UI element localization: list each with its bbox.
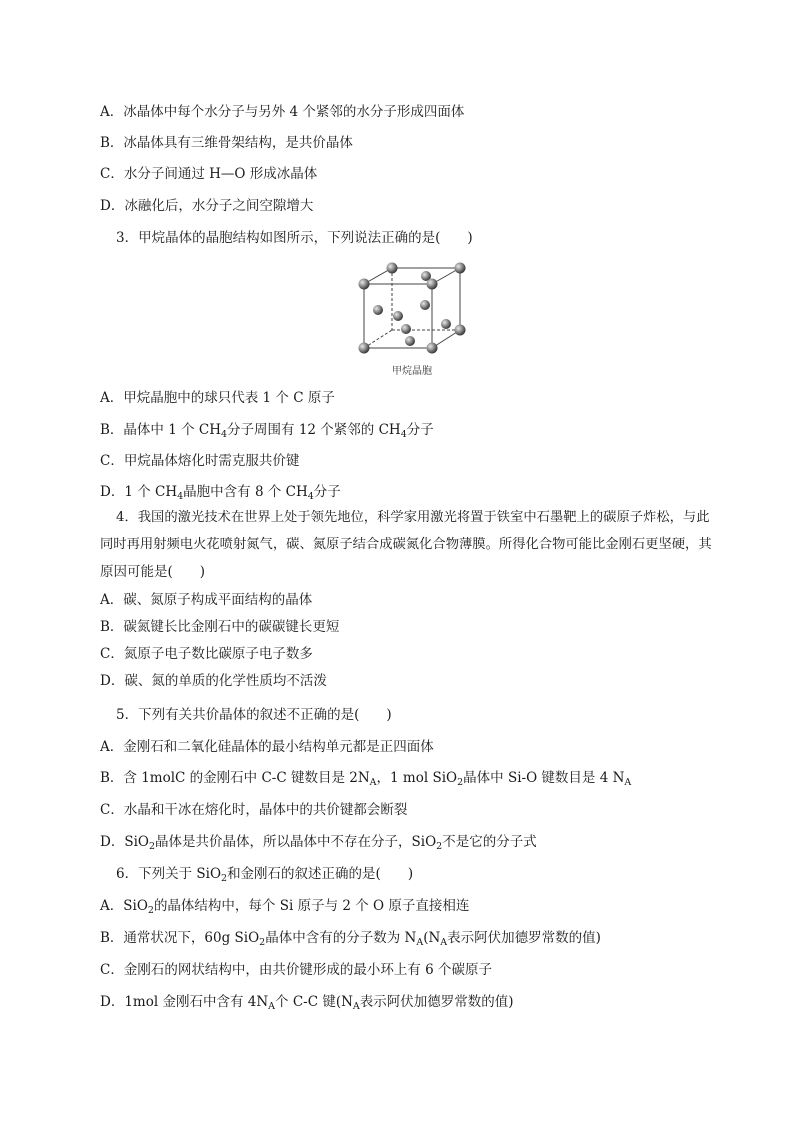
subscript: 2 [457,777,464,788]
face-center-ball [405,336,415,346]
methane-unit-cell-diagram [350,258,474,362]
q3-option-c: C．甲烷晶体熔化时需克服共价键 [100,453,300,469]
face-center-ball [441,319,451,329]
corner-ball [387,263,398,274]
q2-option-d: D．冰融化后，水分子之间空隙增大 [100,198,314,214]
face-center-ball [420,300,430,310]
text: B．含 1molC 的金刚石中 C-C 键数目是 2N [100,770,370,786]
text: 不是它的分子式 [442,834,537,850]
figure-caption: 甲烷晶胞 [392,366,432,377]
corner-ball [359,279,370,290]
text: 的晶体结构中，每个 Si 原子与 2 个 O 原子直接相连 [153,898,470,914]
subscript: 4 [221,429,228,440]
corner-ball [427,279,438,290]
q4-option-b: B．碳氮键长比金刚石中的碳碳键长更短 [100,619,340,635]
q5-stem: 5．下列有关共价晶体的叙述不正确的是( ) [116,707,392,723]
text: 晶胞中含有 8 个 CH [183,484,308,500]
q3-option-b [100,421,730,439]
corner-ball [427,343,438,354]
q5-option-a: A．金刚石和二氧化硅晶体的最小结构单元都是正四面体 [100,739,434,755]
q4-option-c: C．氮原子电子数比碳原子电子数多 [100,646,313,662]
q4-stem-line1: 4．我国的激光技术在世界上处于领先地位，科学家用激光将置于铁室中石墨靶上的碳原子炸松，与此 [116,510,710,525]
subscript: A [416,937,424,948]
text: 晶体中含有的分子数为 N [265,930,417,946]
q3-stem: 3．甲烷晶体的晶胞结构如图所示，下列说法正确的是( ) [116,230,473,246]
subscript: 2 [147,905,154,916]
q5-option-c: C．水晶和干冰在熔化时，晶体中的共价键都会断裂 [100,802,408,818]
q5-option-b [100,769,730,787]
face-center-ball [393,311,403,321]
q4-stem-line3: 原因可能是( ) [100,564,206,580]
face-center-ball [373,305,383,315]
text: 分子 [313,484,341,500]
q4-option-d: D．碳、氮的单质的化学性质均不活泼 [100,673,327,689]
corner-ball [455,263,466,274]
subscript: 4 [400,429,407,440]
subscript: A [440,937,448,948]
text: 分子 [406,422,434,438]
text: ，1 mol SiO [376,770,458,786]
text: 6．下列关于 SiO [116,866,222,882]
text: D．1 个 CH [100,484,178,500]
subscript: 2 [148,841,156,852]
q5-option-d [100,833,730,851]
q2-option-a: A．冰晶体中每个水分子与另外 4 个紧邻的水分子形成四面体 [100,104,465,120]
text: 个 C-C 键(N [275,994,353,1010]
q4-option-a: A．碳、氮原子构成平面结构的晶体 [100,592,313,608]
subscript: A [268,1001,276,1012]
text: D．1mol 金刚石中含有 4N [100,994,269,1010]
q3-option-a: A．甲烷晶胞中的球只代表 1 个 C 原子 [100,390,335,406]
q2-option-c: C．水分子间通过 H—O 形成冰晶体 [100,166,318,182]
text: 晶体是共价晶体，所以晶体中不存在分子，SiO [155,834,437,850]
subscript: 2 [436,841,443,852]
text: A．SiO [100,898,148,914]
subscript: A [352,1001,360,1012]
subscript: 2 [259,937,266,948]
subscript: A [369,777,377,788]
corner-ball [359,343,370,354]
text: D．SiO [100,834,149,850]
q2-option-b: B．冰晶体具有三维骨架结构，是共价晶体 [100,135,353,151]
q6-option-b [100,929,730,947]
face-center-ball [401,324,411,334]
methane-unit-cell-figure [350,258,474,382]
text: 表示阿伏加德罗常数的值) [359,994,514,1010]
text: 表示阿伏加德罗常数的值) [447,930,601,946]
subscript: 2 [221,873,228,884]
text: B．通常状况下，60g SiO [100,930,260,946]
corner-ball [455,325,466,336]
subscript: A [624,777,632,788]
subscript: 4 [307,491,314,502]
q4-stem-line2: 同时再用射频电火花喷射氮气，碳、氮原子结合成碳氮化合物薄膜。所得化合物可能比金刚石更坚硬，其 [100,537,712,552]
q6-option-a [100,897,730,915]
subscript: 4 [177,491,184,502]
text: 和金刚石的叙述正确的是( ) [227,866,414,882]
text: 分子周围有 12 个紧邻的 CH [227,422,401,438]
text: 晶体中 Si-O 键数目是 4 N [463,770,625,786]
q6-option-c: C．金刚石的网状结构中，由共价键形成的最小环上有 6 个碳原子 [100,962,493,978]
text: B．晶体中 1 个 CH [100,422,221,438]
q3-option-d [100,483,730,501]
q6-option-d [100,993,730,1011]
text: (N [423,930,441,946]
q6-stem [116,865,746,883]
